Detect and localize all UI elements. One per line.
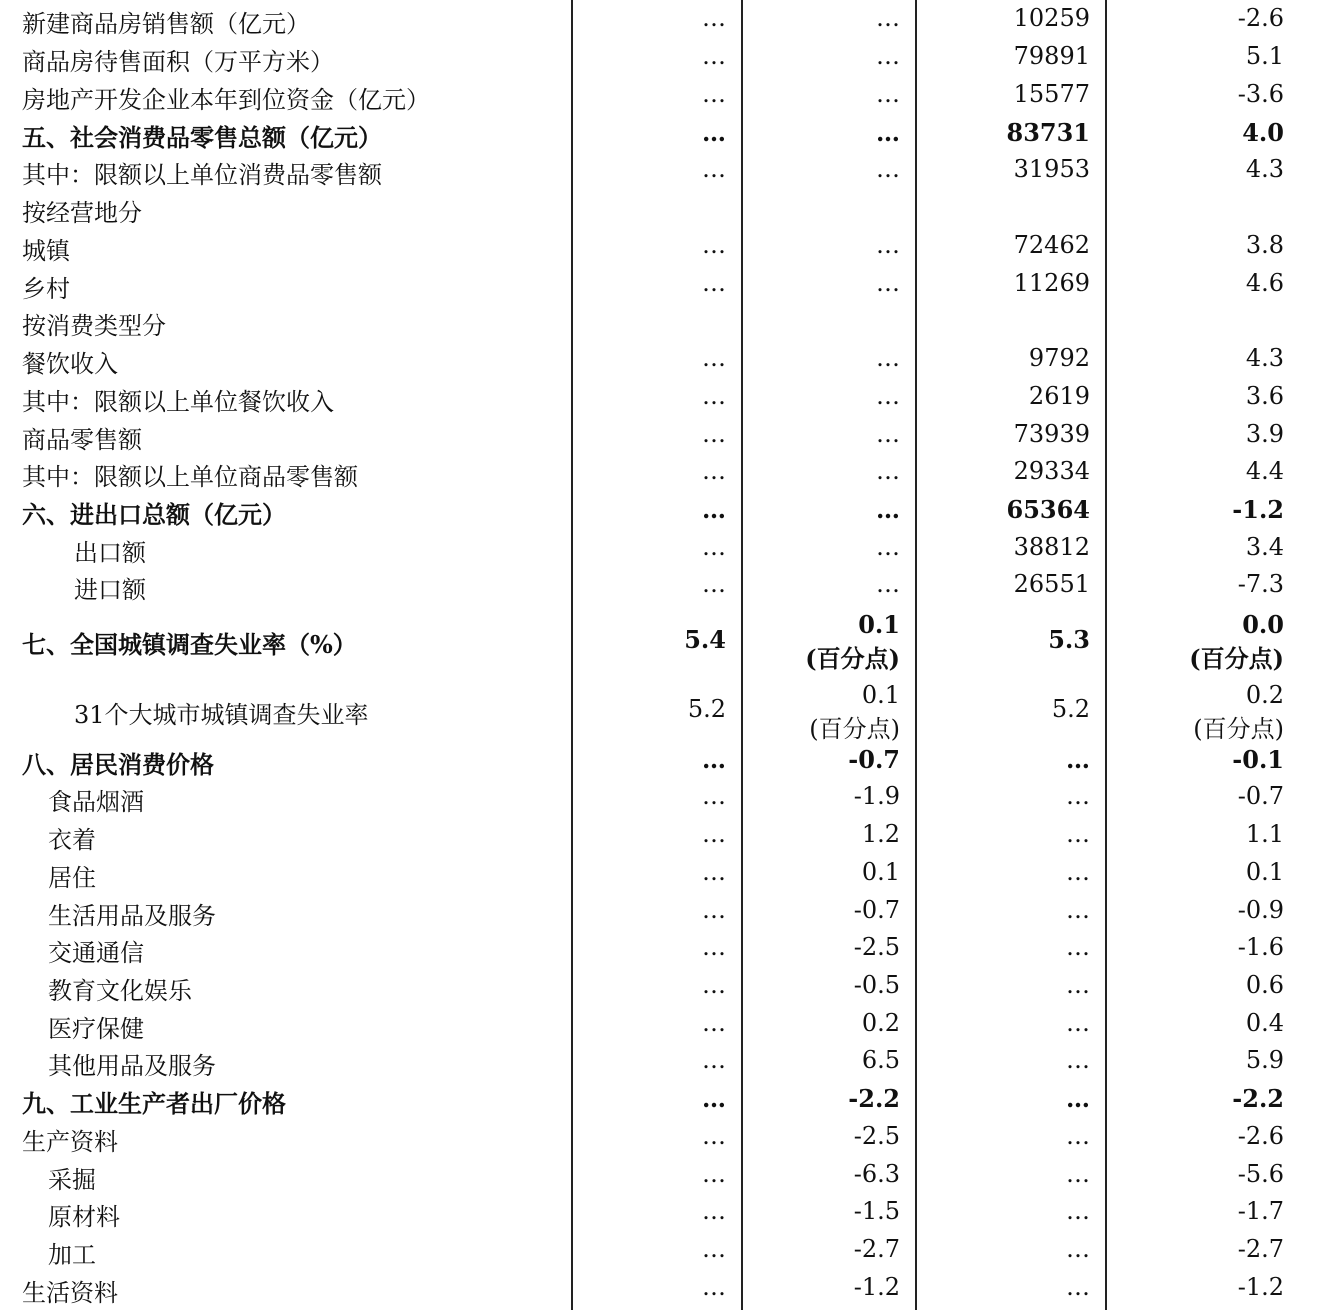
table-row [0, 495, 1324, 529]
row-label: 按经营地分 [22, 199, 142, 227]
row-label: 七、全国城镇调查失业率（%） [22, 630, 357, 659]
row-label: 原材料 [48, 1203, 120, 1231]
cell-c2: -1.2 [853, 1273, 900, 1301]
row-label: 其他用品及服务 [48, 1052, 216, 1080]
cell-c2: … [876, 4, 900, 32]
row-label: 其中：限额以上单位消费品零售额 [22, 161, 382, 189]
cell-c1: … [702, 231, 726, 259]
cell-c2 [748, 678, 900, 746]
row-label: 生活用品及服务 [48, 902, 216, 930]
table-row [0, 933, 1324, 967]
cell-c1: … [702, 858, 726, 886]
cell-c1: … [702, 1009, 726, 1037]
cell-c1: … [702, 495, 726, 524]
table-row [0, 858, 1324, 892]
table-row [0, 1009, 1324, 1043]
table-row [0, 420, 1324, 454]
row-label: 加工 [48, 1241, 96, 1269]
row-label: 居住 [48, 864, 96, 892]
cell-unit: (百分点) [809, 715, 900, 743]
cell-c3: … [1066, 1273, 1090, 1301]
table-row [0, 533, 1324, 567]
cell-c3: … [1066, 1084, 1090, 1113]
table-row [0, 80, 1324, 114]
cell-c3: 31953 [1013, 155, 1090, 183]
cell-c3: 83731 [1006, 118, 1090, 147]
row-label: 衣着 [48, 826, 96, 854]
cell-c1: … [702, 820, 726, 848]
cell-c4: -7.3 [1237, 570, 1284, 598]
cell-c3: 38812 [1013, 533, 1090, 561]
table-row [0, 4, 1324, 38]
cell-c2: -0.7 [853, 896, 900, 924]
cell-c1: … [702, 971, 726, 999]
table-row [0, 344, 1324, 378]
row-label: 商品房待售面积（万平方米） [22, 48, 334, 76]
cell-c4: -0.9 [1237, 896, 1284, 924]
row-label: 其中：限额以上单位商品零售额 [22, 463, 358, 491]
table-row [0, 1084, 1324, 1118]
table-row [0, 1160, 1324, 1194]
cell-c4: -0.7 [1237, 782, 1284, 810]
cell-c4 [1112, 608, 1284, 676]
cell-c3: … [1066, 1197, 1090, 1225]
cell-c2: -1.5 [853, 1197, 900, 1225]
cell-c2: … [876, 420, 900, 448]
row-label: 八、居民消费价格 [22, 750, 214, 779]
cell-c1: … [702, 1122, 726, 1150]
cell-c4: 0.6 [1245, 971, 1284, 999]
cell-c4: 3.8 [1245, 231, 1284, 259]
cell-c2: … [876, 269, 900, 297]
row-label: 新建商品房销售额（亿元） [22, 10, 310, 38]
cell-c3: … [1066, 782, 1090, 810]
cell-c3: … [1066, 933, 1090, 961]
cell-c3: 2619 [1028, 382, 1090, 410]
cell-c4: 4.6 [1245, 269, 1284, 297]
cell-c3: … [1066, 1046, 1090, 1074]
cell-c4 [1112, 678, 1284, 746]
table-row [0, 42, 1324, 76]
cell-value: 0.2 [1245, 681, 1284, 709]
cell-c1: … [702, 782, 726, 810]
cell-c2: … [876, 80, 900, 108]
cell-c1: 5.4 [684, 625, 726, 654]
cell-c4: -1.6 [1237, 933, 1284, 961]
row-label: 教育文化娱乐 [48, 977, 192, 1005]
table-row [0, 269, 1324, 303]
cell-c1: … [702, 457, 726, 485]
table-row [0, 971, 1324, 1005]
cell-c4: 3.9 [1245, 420, 1284, 448]
cell-c3: … [1066, 745, 1090, 774]
cell-c1: … [702, 4, 726, 32]
cell-c1: … [702, 1273, 726, 1301]
cell-c1: … [702, 80, 726, 108]
table-row [0, 1122, 1324, 1156]
cell-c1: … [702, 570, 726, 598]
row-label: 食品烟酒 [48, 788, 144, 816]
cell-c4: -1.2 [1237, 1273, 1284, 1301]
cell-c4: -2.2 [1232, 1084, 1284, 1113]
cell-c2: 1.2 [861, 820, 900, 848]
row-label: 乡村 [22, 275, 70, 303]
cell-c3: … [1066, 896, 1090, 924]
row-label: 房地产开发企业本年到位资金（亿元） [22, 86, 430, 114]
table-row [0, 820, 1324, 854]
table-row [0, 1046, 1324, 1080]
row-label: 餐饮收入 [22, 350, 118, 378]
cell-c4: 0.4 [1245, 1009, 1284, 1037]
cell-c4: -2.6 [1237, 1122, 1284, 1150]
cell-c4: 0.1 [1245, 858, 1284, 886]
cell-c2: … [876, 533, 900, 561]
cell-c3: … [1066, 1235, 1090, 1263]
cell-c4: -2.6 [1237, 4, 1284, 32]
cell-c3: 5.2 [1051, 695, 1090, 723]
cell-c2: -6.3 [853, 1160, 900, 1188]
cell-c4: 5.9 [1245, 1046, 1284, 1074]
table-row [0, 896, 1324, 930]
table-row [0, 231, 1324, 265]
cell-c3: 73939 [1013, 420, 1090, 448]
table-row [0, 118, 1324, 152]
cell-c2: … [876, 118, 900, 147]
row-label: 五、社会消费品零售总额（亿元） [22, 123, 382, 152]
cell-c3: 65364 [1006, 495, 1090, 524]
cell-c1: … [702, 1160, 726, 1188]
cell-c2: … [876, 457, 900, 485]
cell-c1: 5.2 [687, 695, 726, 723]
cell-c3: … [1066, 1122, 1090, 1150]
cell-unit: (百分点) [1193, 715, 1284, 743]
cell-c1: … [702, 745, 726, 774]
cell-c1: … [702, 344, 726, 372]
cell-c3: 9792 [1028, 344, 1090, 372]
table-row [0, 1273, 1324, 1307]
cell-c2: -0.5 [853, 971, 900, 999]
cell-c1: … [702, 382, 726, 410]
cell-c2: … [876, 42, 900, 70]
cell-c3: 11269 [1013, 269, 1090, 297]
cell-c4: 4.3 [1245, 344, 1284, 372]
cell-c1: … [702, 1046, 726, 1074]
cell-c3: 5.3 [1048, 625, 1090, 654]
cell-c2: -2.5 [853, 1122, 900, 1150]
cell-c2: … [876, 155, 900, 183]
cell-value: 0.1 [858, 610, 900, 639]
row-label: 交通通信 [48, 939, 144, 967]
cell-c3: … [1066, 820, 1090, 848]
cell-c1: … [702, 1197, 726, 1225]
cell-c2: 0.2 [861, 1009, 900, 1037]
cell-c1: … [702, 118, 726, 147]
cell-c3: … [1066, 858, 1090, 886]
cell-c3: … [1066, 1009, 1090, 1037]
cell-c1: … [702, 1235, 726, 1263]
row-label: 九、工业生产者出厂价格 [22, 1089, 286, 1118]
cell-c1: … [702, 155, 726, 183]
table-row [0, 306, 1324, 340]
table-row [0, 570, 1324, 604]
row-label: 城镇 [22, 237, 70, 265]
row-label: 六、进出口总额（亿元） [22, 500, 286, 529]
cell-c2: -2.7 [853, 1235, 900, 1263]
cell-c2: … [876, 344, 900, 372]
cell-c3: 10259 [1013, 4, 1090, 32]
cell-c3: 72462 [1013, 231, 1090, 259]
table-row [0, 155, 1324, 189]
cell-c2: 0.1 [861, 858, 900, 886]
cell-c2: … [876, 570, 900, 598]
cell-c2 [748, 608, 900, 676]
cell-c2: -2.2 [848, 1084, 900, 1113]
cell-c4: -2.7 [1237, 1235, 1284, 1263]
row-label: 出口额 [74, 539, 146, 567]
cell-c1: … [702, 933, 726, 961]
cell-c1: … [702, 269, 726, 297]
cell-value: 0.1 [861, 681, 900, 709]
row-label: 医疗保健 [48, 1015, 144, 1043]
table-row [0, 782, 1324, 816]
cell-c4: 3.6 [1245, 382, 1284, 410]
cell-c3: 15577 [1013, 80, 1090, 108]
table-row [0, 1235, 1324, 1269]
cell-c2: … [876, 231, 900, 259]
cell-c1: … [702, 896, 726, 924]
row-label: 生产资料 [22, 1128, 118, 1156]
cell-value: 0.0 [1242, 610, 1284, 639]
cell-c4: 3.4 [1245, 533, 1284, 561]
cell-c1: … [702, 42, 726, 70]
cell-c1: … [702, 533, 726, 561]
cell-c3: 26551 [1013, 570, 1090, 598]
table-row [0, 382, 1324, 416]
table-row [0, 678, 1324, 746]
row-label: 进口额 [74, 576, 146, 604]
table-row [0, 1197, 1324, 1231]
cell-c4: 5.1 [1245, 42, 1284, 70]
table-row [0, 745, 1324, 779]
cell-c2: -0.7 [848, 745, 900, 774]
cell-c1: … [702, 1084, 726, 1113]
cell-c2: -2.5 [853, 933, 900, 961]
cell-c2: -1.9 [853, 782, 900, 810]
table-row [0, 457, 1324, 491]
cell-c4: 4.3 [1245, 155, 1284, 183]
row-label: 采掘 [48, 1166, 96, 1194]
row-label: 商品零售额 [22, 426, 142, 454]
cell-c3: 29334 [1013, 457, 1090, 485]
cell-c4: 1.1 [1245, 820, 1284, 848]
table-row [0, 608, 1324, 676]
cell-c4: -1.2 [1232, 495, 1284, 524]
cell-c4: -1.7 [1237, 1197, 1284, 1225]
row-label: 31个大城市城镇调查失业率 [74, 701, 369, 729]
cell-c4: -5.6 [1237, 1160, 1284, 1188]
cell-unit: (百分点) [1189, 644, 1284, 673]
cell-c1: … [702, 420, 726, 448]
cell-c3: … [1066, 971, 1090, 999]
row-label: 按消费类型分 [22, 312, 166, 340]
row-label: 生活资料 [22, 1279, 118, 1307]
cell-c2: 6.5 [861, 1046, 900, 1074]
cell-c2: … [876, 495, 900, 524]
cell-c3: … [1066, 1160, 1090, 1188]
cell-c2: … [876, 382, 900, 410]
cell-c3: 79891 [1013, 42, 1090, 70]
cell-c4: 4.0 [1242, 118, 1284, 147]
cell-c4: 4.4 [1245, 457, 1284, 485]
cell-c4: -3.6 [1237, 80, 1284, 108]
row-label: 其中：限额以上单位餐饮收入 [22, 388, 334, 416]
cell-c4: -0.1 [1232, 745, 1284, 774]
table-row [0, 193, 1324, 227]
cell-unit: (百分点) [805, 644, 900, 673]
